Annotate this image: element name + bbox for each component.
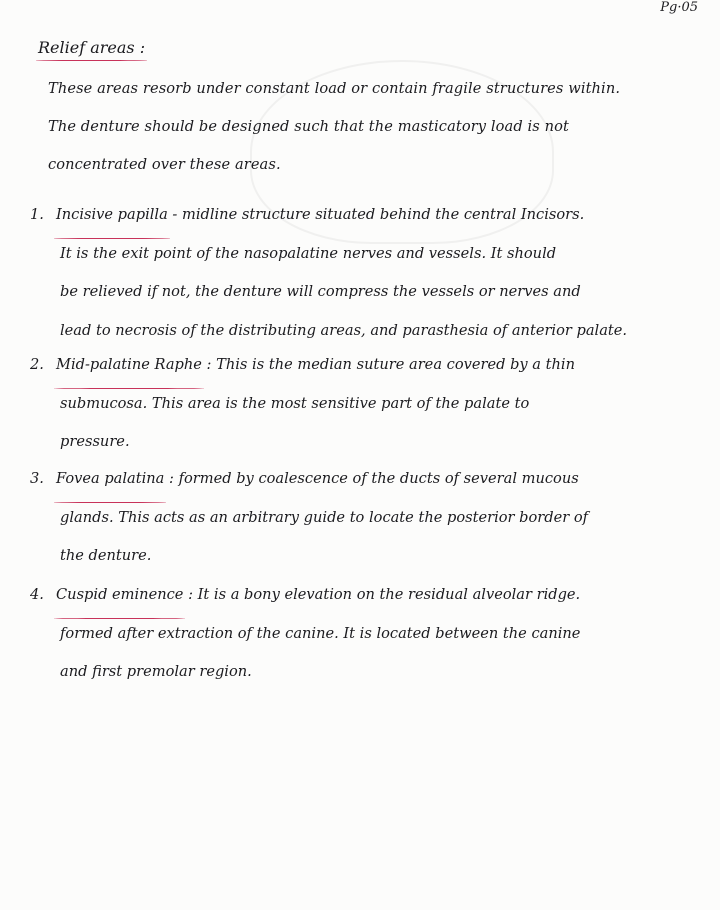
item-line: and first premolar region. (60, 663, 252, 680)
item-number: 2. (30, 356, 44, 373)
item-term: Mid-palatine Raphe (56, 346, 202, 385)
item-first-line: This is the median suture area covered by a thin (216, 356, 575, 373)
page-number: Pg·05 (660, 0, 698, 15)
item-line: It is the exit point of the nasopalatine nerves and vessels. It should (60, 244, 557, 262)
item-term: Fovea palatina (56, 460, 164, 499)
item-separator: : (183, 586, 198, 603)
item-line: be relieved if not, the denture will compress the vessels or nerves and (60, 283, 581, 300)
section-heading (38, 38, 145, 57)
list-item-incisive-papilla (30, 196, 700, 350)
item-first-line: formed by coalescence of the ducts of several mucous (178, 470, 579, 487)
item-term: Cuspid eminence (56, 576, 183, 615)
item-separator: : (164, 470, 179, 487)
item-number: 4. (30, 586, 44, 603)
intro-line: These areas resorb under constant load or contain fragile structures within. (48, 80, 621, 97)
item-term: Incisive papilla (56, 196, 168, 235)
list-item-mid-palatine-raphe (30, 346, 700, 462)
item-number: 1. (30, 206, 44, 223)
item-line: pressure. (60, 433, 130, 450)
item-first-line: It is a bony elevation on the residual alveolar ridge. (197, 586, 581, 603)
list-item-fovea-palatina (30, 460, 700, 576)
item-line: formed after extraction of the canine. It is located between the canine (60, 624, 581, 642)
intro-line: The denture should be designed such that the masticatory load is not (48, 118, 569, 135)
item-line: submucosa. This area is the most sensitive part of the palate to (60, 394, 530, 412)
list-item-cuspid-eminence (30, 576, 700, 692)
item-line: lead to necrosis of the distributing areas, and parasthesia of anterior palate. (60, 321, 628, 339)
heading-text: Relief areas : (38, 38, 146, 57)
item-number: 3. (30, 470, 44, 487)
item-line: glands. This acts as an arbitrary guide to locate the posterior border of (60, 508, 589, 526)
intro-paragraph (48, 70, 698, 184)
item-first-line: midline structure situated behind the central Incisors. (182, 206, 585, 223)
item-separator: - (167, 206, 182, 223)
item-line: the denture. (60, 547, 152, 564)
item-separator: : (201, 356, 217, 373)
intro-line: concentrated over these areas. (48, 156, 281, 173)
